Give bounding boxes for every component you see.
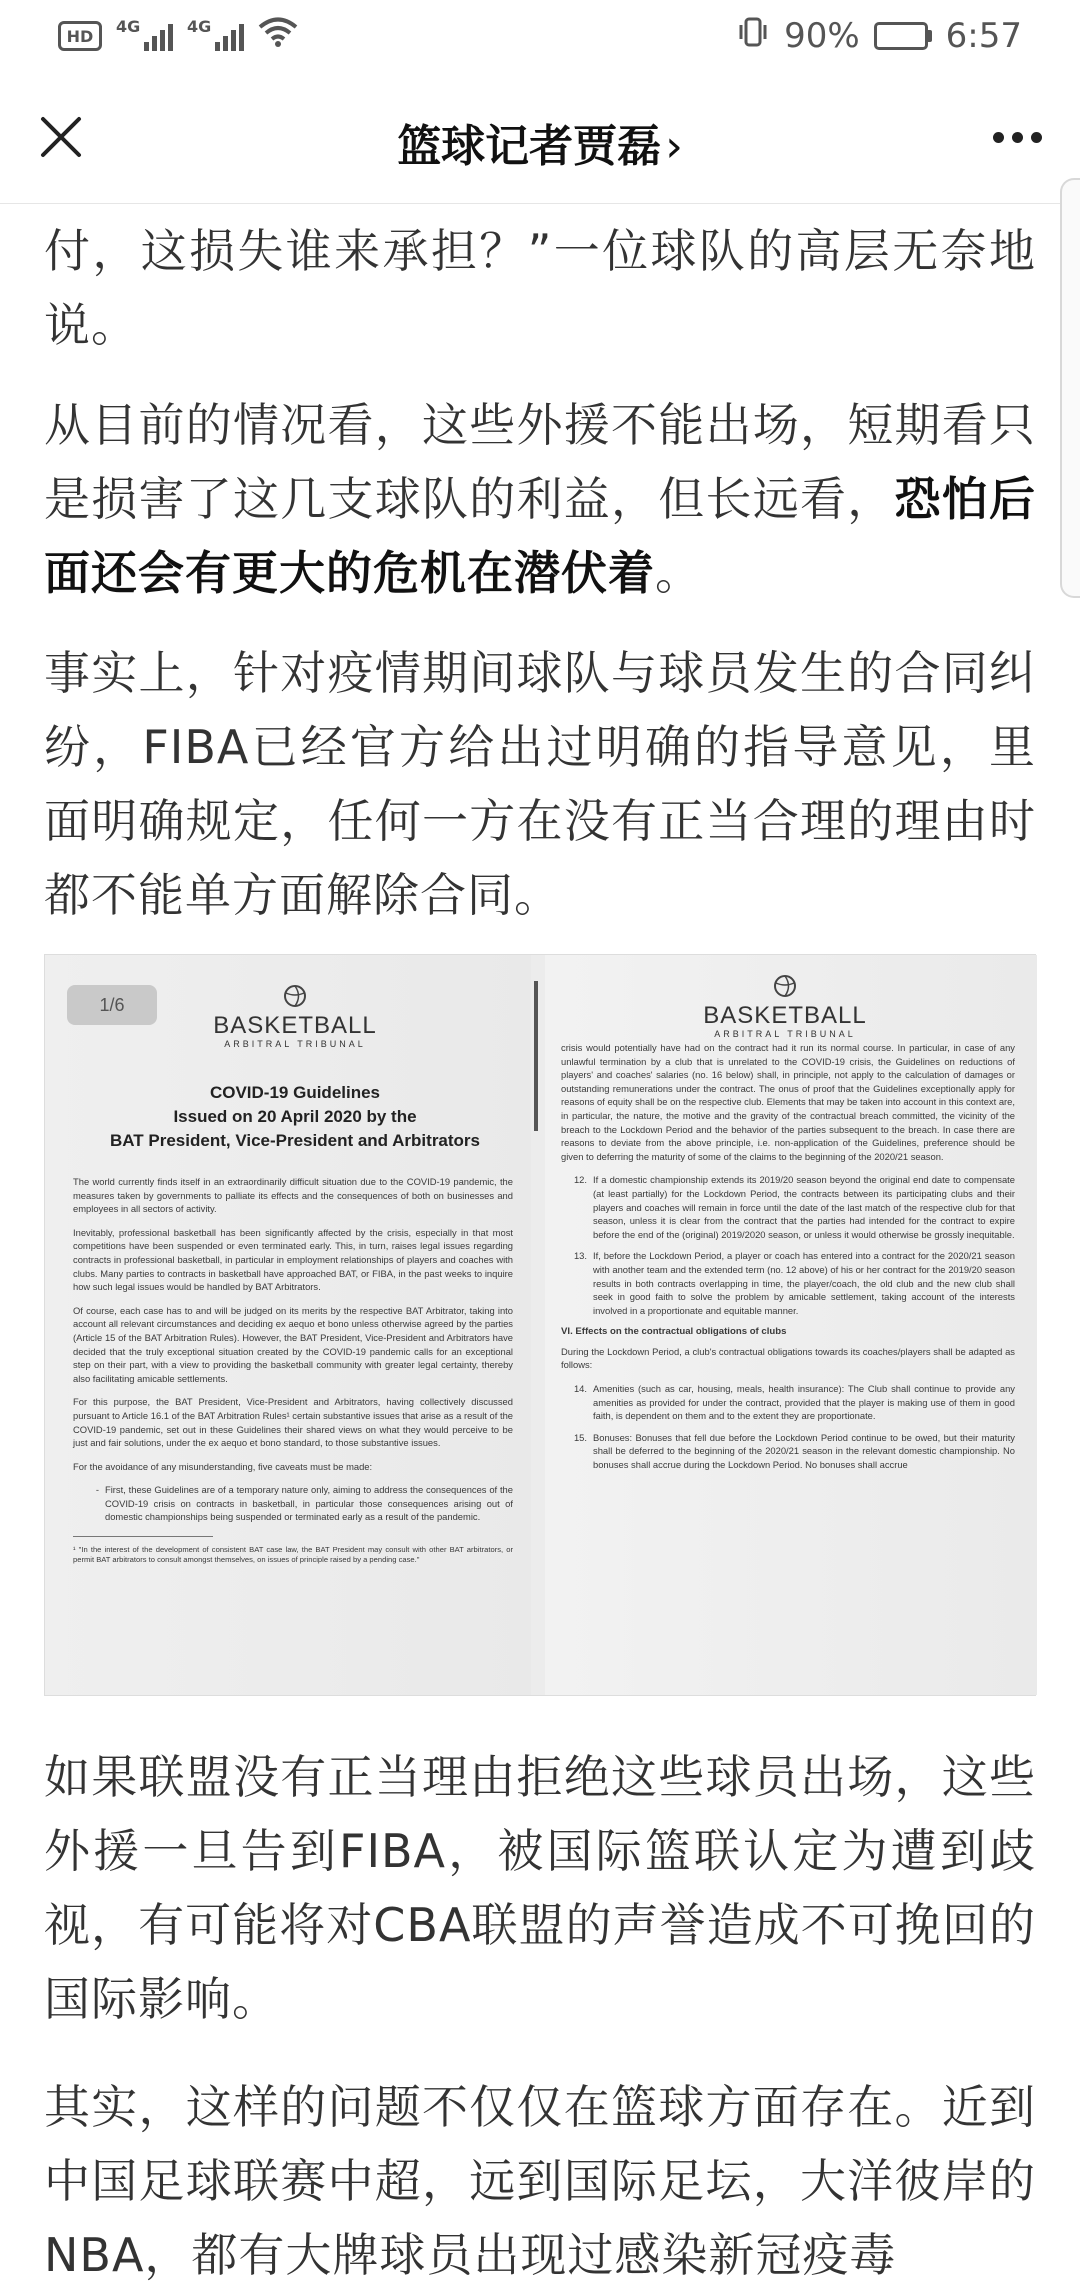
- document-image[interactable]: [44, 954, 1036, 1696]
- bat-logo: [695, 973, 875, 1040]
- more-button[interactable]: [982, 102, 1052, 172]
- item-number: 15.: [573, 1431, 587, 1443]
- logo-subtitle: ARBITRAL TRIBUNAL: [714, 1029, 856, 1039]
- item-number: 13.: [573, 1250, 587, 1262]
- logo-subtitle: ARBITRAL TRIBUNAL: [224, 1039, 366, 1049]
- status-right: [736, 15, 1022, 58]
- document-title: [85, 1081, 505, 1153]
- battery-icon: [874, 22, 932, 50]
- document-paragraph: The world currently finds itself in an extraordinarily difficult situation due to the COVID-19 pandemic, the measures taken by governments to palliate its effects and the consequences of both on businesses and employees in all sectors of activity.: [73, 1176, 513, 1215]
- document-item: [561, 1249, 1015, 1317]
- document-paragraph: crisis would potentially have had on the contract had it run its normal course. In particular, in case of any unlawful termination by a club that is unrelated to the COVID-19 crisis, the Guidelines on reductions of players' and coaches' salaries (no. 16 below) shall, in principle, not apply to the calculation of damages or outstanding remunerations under the contract. The onus of proof that the Guidelines exceptionally apply for reasons of equity shall be on the respective club. Elements that may be taken into account in this context are, in particular, the nature, the motive and the gravity of the contractual breach committed, the vicinity of the breach to the Lockdown Period and the behavior of the parties subsequent to the breach. In case there are reasons to deviate from the above principle, i.e. non-application of the Guidelines, preference should be given to deferring the maturity of some of the claims to the beginning of the 2020/21 season.: [561, 1042, 1015, 1162]
- network-type-2: 4G: [187, 17, 212, 36]
- account-name: 篮球记者贾磊: [397, 121, 662, 172]
- more-icon-dot: [1012, 132, 1023, 143]
- bullet-text: First, these Guidelines are of a temporary nature only, aiming to address the consequences of the COVID-19 crisis on contracts in basketball, in particular those consequences arising out of domestic championships being suspended or terminated early as a result of the pandemic.: [105, 1484, 513, 1523]
- scroll-indicator[interactable]: [1060, 178, 1080, 598]
- document-text-left: [73, 1175, 513, 1565]
- battery-percent: 90%: [784, 16, 860, 56]
- hd-icon: HD: [58, 21, 102, 51]
- nav-bar: [0, 72, 1080, 204]
- more-icon-dot: [993, 132, 1004, 143]
- status-left: [58, 16, 298, 57]
- account-title-link[interactable]: [0, 110, 1080, 174]
- document-page-right: [545, 955, 1037, 1695]
- document-page-left: [45, 955, 531, 1695]
- logo-name: BASKETBALL: [703, 1002, 867, 1029]
- article-paragraph: 事实上，针对疫情期间球队与球员发生的合同纠纷，FIBA已经官方给出过明确的指导意见，里面明确规定，任何一方在没有正当合理的理由时都不能单方面解除合同。: [44, 646, 1036, 922]
- item-text: If a domestic championship extends its 2019/20 season beyond the original end date to compensate (at least partially) for the Lockdown Period, the contracts between its participating clubs and their players and coaches will remain in force until the date of the last match of the respective club for that season, unless it is clear from the contract that the parties had intended for the contract to expire before the end of the (original) 2019/2020 season, or unless it would otherwise be grossly inequitable.: [593, 1174, 1015, 1240]
- document-paragraph: Of course, each case has to and will be judged on its merits by the respective BAT Arbitrator, taking into account all relevant circumstances and deciding ex aequo et bono unless otherwise agreed by the parties (Article 15 of the BAT Arbitration Rules). However, the BAT President, Vice-President and Arbitrators have decided that the truly exceptional situation created by the COVID-19 pandemic calls for an exceptional step on their part, with a view to providing the basketball community with greater legal certainty, thereby also facilitating amicable settlements.: [73, 1304, 513, 1384]
- document-section-heading: VI. Effects on the contractual obligations of clubs: [561, 1326, 787, 1338]
- paragraph-text: 。: [655, 546, 702, 600]
- title-line: COVID-19 Guidelines: [209, 1083, 381, 1102]
- item-text: If, before the Lockdown Period, a player or coach has entered into a contract for the 2020/21 season with another team and the extended term (no. 12 above) of his or her contract for the 2019/20 season results in both contracts overlapping in time, the player/coach, the old club and the new club shall seek in good faith to solve the problem by amicable settlement, taking account of the interests involved in a proportionate and equitable manner.: [593, 1250, 1015, 1316]
- paragraph-bold-text: 恐怕后面还会有更大的危机在潜伏着: [44, 472, 1036, 600]
- article-paragraph: [44, 388, 1036, 610]
- title-line: Issued on 20 April 2020 by the: [173, 1107, 417, 1126]
- page-divider: [534, 981, 538, 1131]
- page-counter-badge: 1/6: [67, 985, 157, 1025]
- chevron-right-icon: ›: [665, 121, 683, 172]
- basketball-icon: [205, 983, 385, 1014]
- logo-name: BASKETBALL: [213, 1012, 377, 1039]
- footnote-rule: [73, 1536, 213, 1537]
- document-item: [561, 1382, 1015, 1423]
- document-paragraph: For the avoidance of any misunderstanding, five caveats must be made:: [73, 1460, 373, 1472]
- footnote: ¹ "In the interest of the development of consistent BAT case law, the BAT President may consult with other BAT arbitrators, or permit BAT arbitrators to consult amongst themselves, on issues of principle raised by a pending case.": [73, 1545, 513, 1565]
- article-body: [44, 204, 1036, 932]
- item-number: 14.: [573, 1383, 587, 1395]
- document-text-right: [561, 1041, 1015, 1472]
- document-paragraph: Inevitably, professional basketball has been significantly affected by the crisis, especially in that most competitions have been suspended or even terminated early. This, in turn, raises legal issues regarding contracts in professional basketball, in particular in employment relationships of players and coaches with clubs. Many parties to contracts in basketball have approached BAT, or FIBA, in the past weeks to inquire how such legal issues would be handled by BAT Arbitrators.: [73, 1226, 513, 1293]
- item-text: Amenities (such as car, housing, meals, health insurance): The Club shall continue to provide any amenities as provided for under the contract, provided that the player is making use of them in good faith, is dependent on them and to the extent they are proportionate.: [593, 1383, 1015, 1422]
- more-icon-dot: [1031, 132, 1042, 143]
- article-paragraph: 付，这损失谁来承担？”一位球队的高层无奈地说。: [44, 224, 1036, 352]
- basketball-icon: [695, 973, 875, 1004]
- status-bar: [0, 0, 1080, 72]
- vibrate-icon: [736, 15, 770, 58]
- document-paragraph: During the Lockdown Period, a club's contractual obligations towards its coaches/players shall be adapted as follows:: [561, 1345, 1015, 1371]
- clock: 6:57: [945, 16, 1022, 56]
- paragraph-text: 从目前的情况看，这些外援不能出场，短期看只是损害了这几支球队的利益，但长远看，: [44, 398, 1036, 526]
- signal-icon-1: [116, 17, 173, 51]
- document-item: [561, 1173, 1015, 1241]
- document-bullet: - First, these Guidelines are of a temporary nature only, aiming to address the consequences of the COVID-19 crisis on contracts in basketball, in particular those consequences arising out of domestic championships being suspended or terminated early as a result of the pandemic.: [95, 1484, 513, 1523]
- wifi-icon: [258, 16, 298, 57]
- article-paragraph: 如果联盟没有正当理由拒绝这些球员出场，这些外援一旦告到FIBA，被国际篮联认定为遭到歧视，有可能将对CBA联盟的声誉造成不可挽回的国际影响。: [44, 1750, 1036, 2026]
- item-text: Bonuses: Bonuses that fell due before the Lockdown Period continue to be owed, but their maturity shall be deferred to the beginning of the 2020/21 season in the relevant domestic championship. No bonuses shall accrue during the Lockdown Period. No bonuses shall accrue: [593, 1431, 1015, 1471]
- item-number: 12.: [573, 1174, 587, 1186]
- bat-logo: [205, 983, 385, 1050]
- article-paragraph: 其实，这样的问题不仅仅在篮球方面存在。近到中国足球联赛中超，远到国际足坛，大洋彼岸的NBA，都有大牌球员出现过感染新冠疫毒: [44, 2080, 1036, 2282]
- network-type-1: 4G: [116, 17, 141, 36]
- title-line: BAT President, Vice-President and Arbitrators: [110, 1131, 480, 1150]
- signal-icon-2: [187, 17, 244, 51]
- document-paragraph: For this purpose, the BAT President, Vice-President and Arbitrators, having collectively discussed pursuant to Article 16.1 of the BAT Arbitration Rules¹ certain substantive issues that arise as a result of the COVID-19 pandemic, set out in these Guidelines their shared views on what they would perceive to be just and fair solutions, under the ex aequo et bono standard, to those substantive issues.: [73, 1396, 513, 1449]
- document-item: [561, 1431, 1015, 1472]
